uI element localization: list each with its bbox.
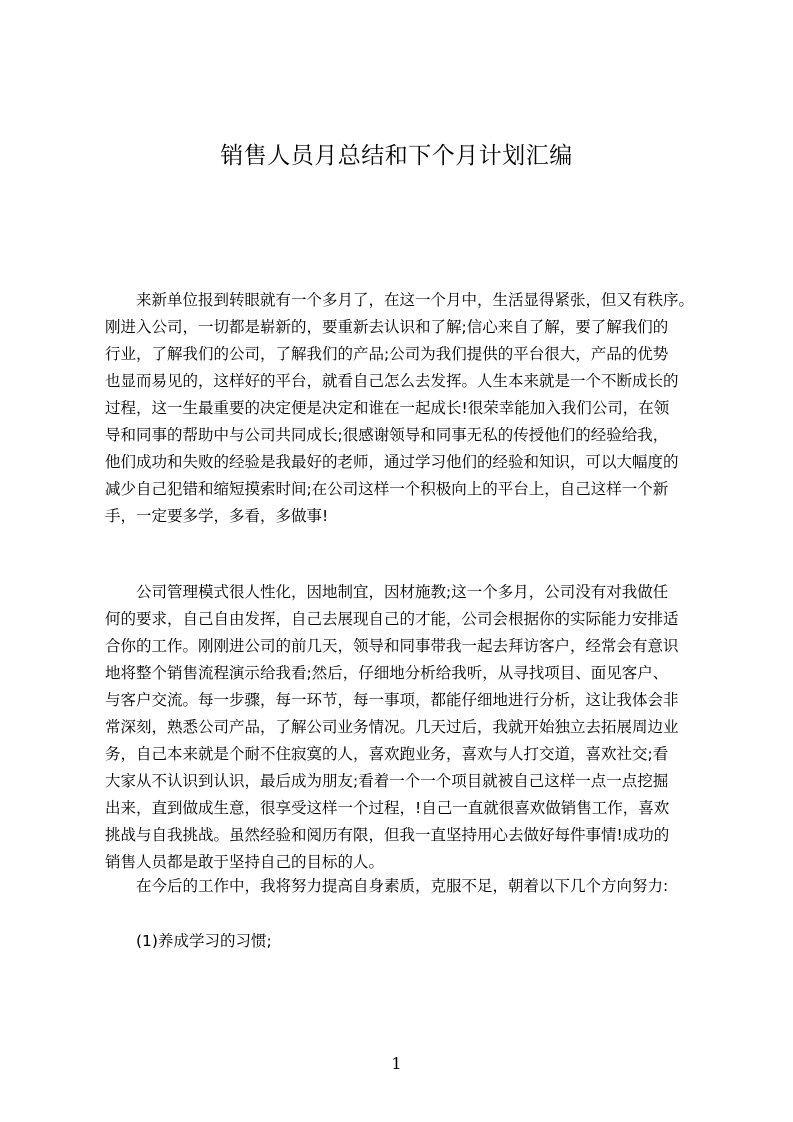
text-line: 他们成功和失败的经验是我最好的老师，通过学习他们的经验和知识，可以大幅度的	[105, 453, 679, 471]
text-line: 公司管理模式很人性化，因地制宜，因材施教;这一个多月，公司没有对我做任	[105, 583, 669, 601]
text-line: 与客户交流。每一步骤，每一环节，每一事项，都能仔细地进行分析，这让我体会非	[105, 691, 679, 709]
text-line: 销售人员都是敢于坚持自己的目标的人。	[105, 853, 385, 871]
text-line: 手，一定要多学，多看，多做事!	[105, 507, 329, 525]
text-line: 常深刻，熟悉公司产品，了解公司业务情况。几天过后，我就开始独立去拓展周边业	[105, 718, 679, 736]
text-line: 减少自己犯错和缩短摸索时间;在公司这样一个积极向上的平台上，自己这样一个新	[105, 480, 669, 498]
text-line: 合你的工作。刚刚进公司的前几天，领导和同事带我一起去拜访客户，经常会有意识	[105, 637, 679, 655]
text-line: 行业，了解我们的公司，了解我们的产品;公司为我们提供的平台很大，产品的优势	[105, 345, 669, 363]
text-line: (1)养成学习的习惯;	[105, 932, 272, 950]
document-title: 销售人员月总结和下个月计划汇编	[220, 143, 573, 169]
paragraph-intro	[105, 287, 705, 530]
text-line: 刚进入公司，一切都是崭新的，要重新去认识和了解;信心来自了解，要了解我们的	[105, 318, 669, 336]
text-line: 过程，这一生最重要的决定便是决定和谁在一起成长!很荣幸能加入我们公司，在领	[105, 399, 670, 417]
text-line: 大家从不认识到认识，最后成为朋友;看着一个一个项目就被自己这样一点一点挖掘	[105, 772, 669, 790]
text-line: 务，自己本来就是个耐不住寂寞的人，喜欢跑业务，喜欢与人打交道，喜欢社交;看	[105, 745, 669, 763]
text-line: 地将整个销售流程演示给我看;然后，仔细地分析给我听，从寻找项目、面见客户、	[105, 664, 669, 682]
text-line: 导和同事的帮助中与公司共同成长;很感谢领导和同事无私的传授他们的经验给我，	[105, 426, 669, 444]
text-line: 出来，直到做成生意，很享受这样一个过程，!自己一直就很喜欢做销售工作，喜欢	[105, 799, 670, 817]
list-item-learning-habit	[105, 928, 705, 955]
page-number: 1	[391, 1054, 402, 1073]
text-line: 在今后的工作中，我将努力提高自身素质，克服不足，朝着以下几个方向努力:	[105, 877, 669, 895]
paragraph-future-work	[105, 873, 705, 900]
text-line: 也显而易见的，这样好的平台，就看自己怎么去发挥。人生本来就是一个不断成长的	[105, 372, 679, 390]
text-line: 挑战与自我挑战。虽然经验和阅历有限，但我一直坚持用心去做好每件事情!成功的	[105, 826, 670, 844]
text-line: 何的要求，自己自由发挥，自己去展现自己的才能，公司会根据你的实际能力安排适	[105, 610, 679, 628]
text-line: 来新单位报到转眼就有一个多月了，在这一个月中，生活显得紧张，但又有秩序。	[105, 291, 695, 309]
paragraph-management	[105, 579, 705, 876]
